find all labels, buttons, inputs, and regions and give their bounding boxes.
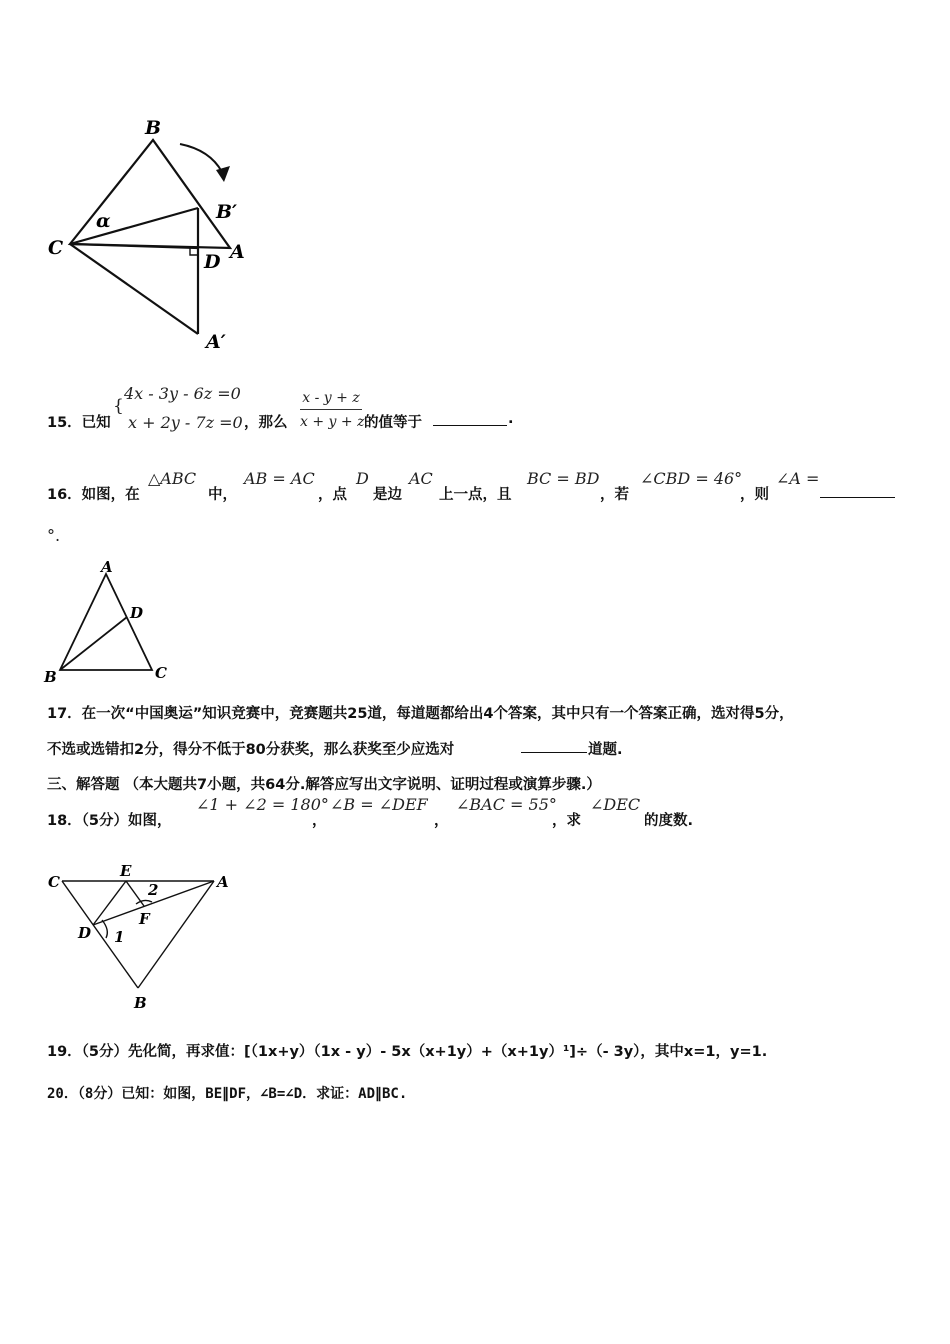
label-A: A — [230, 241, 245, 263]
q18-comma-1: ， — [312, 813, 327, 829]
figure-triangle-abc-with-def — [40, 860, 240, 1015]
q15-answer-blank[interactable] — [433, 411, 507, 426]
label-D: D — [204, 251, 221, 273]
fraction-bar — [300, 409, 362, 410]
fig16-label-A: A — [101, 560, 113, 576]
q17-line-1: 17．在一次“中国奥运”知识竞赛中，竞赛题共25道，每道题都给出4个答案，其中只有一个答案正确，选对得5分， — [47, 706, 794, 722]
label-C: C — [48, 237, 64, 259]
q16-zhong: 中， — [208, 487, 237, 503]
label-A-prime: A′ — [206, 331, 226, 353]
fig18-label-D: D — [78, 924, 92, 942]
q15-equation-2: x + 2y - 7z =0 — [128, 413, 243, 432]
question-20: 20．（8分）已知：如图，BE∥DF，∠B=∠D．求证：AD∥BC. — [47, 1086, 408, 1102]
q18-angle-dec: ∠DEC — [590, 795, 641, 814]
q16-number: 16．如图，在 — [47, 487, 140, 503]
q16-shang: 上一点，且 — [439, 487, 512, 503]
fig18-label-2: 2 — [148, 881, 159, 899]
question-19: 19．（5分）先化简，再求值：[（1x+y）（1x - y）- 5x（x+1y）+（x+1y）¹]÷（- 3y），其中x=1，y=1. — [47, 1044, 768, 1060]
fig16-label-D: D — [130, 604, 144, 622]
q18-comma-2: ， — [434, 813, 449, 829]
label-alpha: α — [96, 210, 111, 232]
label-B: B — [145, 117, 162, 139]
fig18-label-E: E — [120, 862, 132, 880]
section-3-header: 三、解答题 （本大题共7小题，共64分.解答应写出文字说明、证明过程或演算步骤.） — [47, 777, 601, 793]
figure-rotated-triangle — [40, 112, 260, 362]
q15-equation-1: 4x - 3y - 6z =0 — [124, 384, 241, 403]
q16-ruo: ，若 — [600, 487, 629, 503]
q17-line-2a: 不选或选错扣2分，得分不低于80分获奖，那么获奖至少应选对 — [47, 742, 455, 758]
q16-dian: ，点 — [318, 487, 347, 503]
fig18-label-A: A — [217, 873, 229, 891]
q16-answer-blank[interactable] — [820, 483, 895, 498]
q15-number: 15．已知 — [47, 415, 111, 431]
q17-answer-blank[interactable] — [521, 738, 587, 753]
fig18-label-1: 1 — [114, 928, 125, 946]
q16-angle-cbd: ∠CBD = 46° — [640, 469, 743, 488]
q16-point-d: D — [356, 469, 369, 488]
fig16-label-C: C — [155, 664, 167, 682]
fig16-label-B: B — [44, 668, 57, 685]
q16-side-ac: AC — [409, 469, 433, 488]
q16-bc-eq-bd: BC = BD — [527, 469, 600, 488]
q15-period: . — [508, 411, 514, 427]
q18-qiu: ，求 — [552, 813, 581, 829]
q15-tail-text: 的值等于 — [364, 415, 422, 431]
fig18-label-B: B — [134, 994, 147, 1012]
q18-tail: 的度数. — [644, 813, 694, 829]
q15-fraction-numerator: x - y + z — [302, 390, 360, 406]
q16-shibian: 是边 — [373, 487, 402, 503]
fig18-label-C: C — [48, 873, 60, 891]
q16-ab-eq-ac: AB = AC — [244, 469, 315, 488]
q16-triangle-abc: △ABC — [148, 469, 197, 488]
q18-number: 18．（5分）如图， — [47, 813, 172, 829]
q16-angle-a: ∠A = — [776, 469, 820, 488]
fig18-label-F: F — [139, 910, 150, 928]
q15-fraction-denominator: x + y + z — [300, 414, 365, 430]
q18-eq-3: ∠BAC = 55° — [456, 795, 557, 814]
label-B-prime: B′ — [216, 201, 238, 223]
q15-mid-text: ，那么 — [244, 415, 288, 431]
brace: { — [113, 396, 124, 416]
q16-ze: ，则 — [740, 487, 769, 503]
q16-degree-end: °. — [47, 526, 61, 545]
q18-eq-2: ∠B = ∠DEF — [330, 795, 428, 814]
figure-isosceles-triangle — [40, 560, 175, 685]
q17-line-2b: 道题. — [588, 742, 623, 758]
q18-eq-1: ∠1 + ∠2 = 180° — [196, 795, 329, 814]
